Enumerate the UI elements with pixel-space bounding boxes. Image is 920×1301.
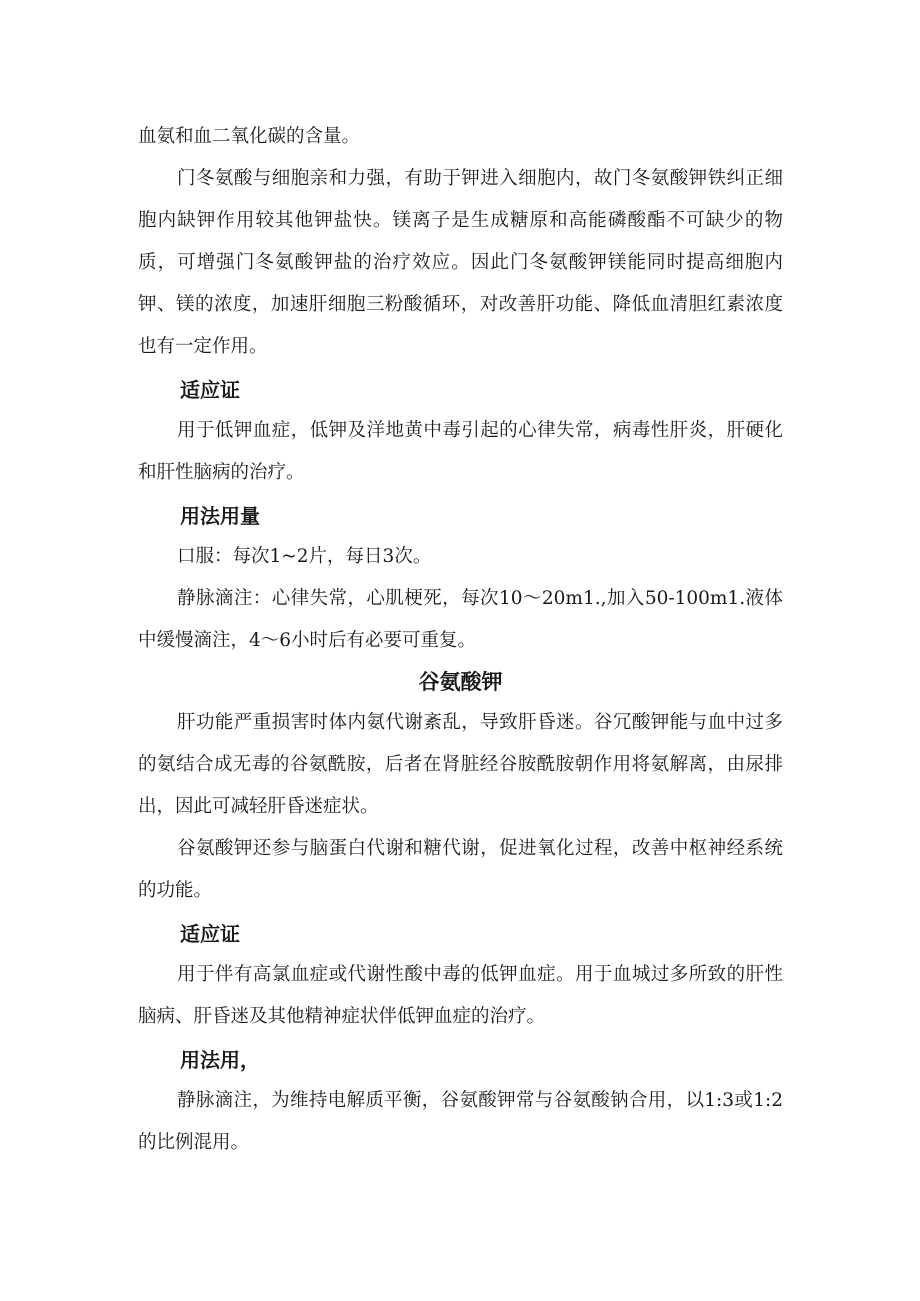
section-title-potassium-glutamate: 谷氨酸钾 [418, 670, 503, 694]
paragraph-iv-dosage-2: 静脉滴注，为维持电解质平衡，谷氨酸钾常与谷氨酸钠合用，以1:3或1:2的比例混用。 [138, 1090, 783, 1153]
paragraph-aspartate-mechanism: 门冬氨酸与细胞亲和力强，有助于钾进入细胞内，故门冬氨酸钾铁纠正细胞内缺钾作用较其他钾盐快。镁离子是生成糖原和高能磷酸酯不可缺少的物质，可增强门冬氨酸钾盐的治疗效应。因此门冬氨酸钾镁能同时提高细胞内钾、镁的浓度，加速肝细胞三粉酸循环，对改善肝功能、降低血清胆红素浓度也有一定作用。 [138, 168, 783, 357]
paragraph-indications: 用于低钾血症，低钾及洋地黄中毒引起的心律失常，病毒性肝炎，肝硬化和肝性脑病的治疗。 [138, 420, 783, 483]
paragraph-continuation: 血氨和血二氧化碳的含量。 [138, 126, 361, 147]
heading-dosage-2: 用法用， [180, 1048, 260, 1072]
heading-indications: 适应证 [180, 378, 240, 402]
paragraph-glutamate-metabolism: 谷氨酸钾还参与脑蛋白代谢和糖代谢，促进氧化过程，改善中枢神经系统的功能。 [138, 838, 783, 901]
paragraph-glutamate-mechanism: 肝功能严重损害时体内氨代谢紊乱，导致肝昏迷。谷冗酸钾能与血中过多的氨结合成无毒的谷氨酰胺，后者在肾脏经谷胺酰胺朝作用将氨解离，由尿排出，因此可减轻肝昏迷症状。 [138, 712, 783, 817]
paragraph-oral-dosage: 口服：每次1~2片，每日3次。 [177, 546, 432, 567]
heading-indications-2: 适应证 [180, 922, 240, 946]
heading-dosage: 用法用量 [180, 504, 260, 528]
paragraph-indications-2: 用于伴有高氯血症或代谢性酸中毒的低钾血症。用于血城过多所致的肝性脑病、肝昏迷及其他精神症状伴低钾血症的治疗。 [138, 964, 783, 1027]
paragraph-iv-dosage: 静脉滴注：心律失常，心肌梗死，每次10～20m1.,加入50-100m1.液体中缓慢滴注，4～6小时后有必要可重复。 [138, 588, 783, 651]
document-body [138, 116, 783, 1164]
